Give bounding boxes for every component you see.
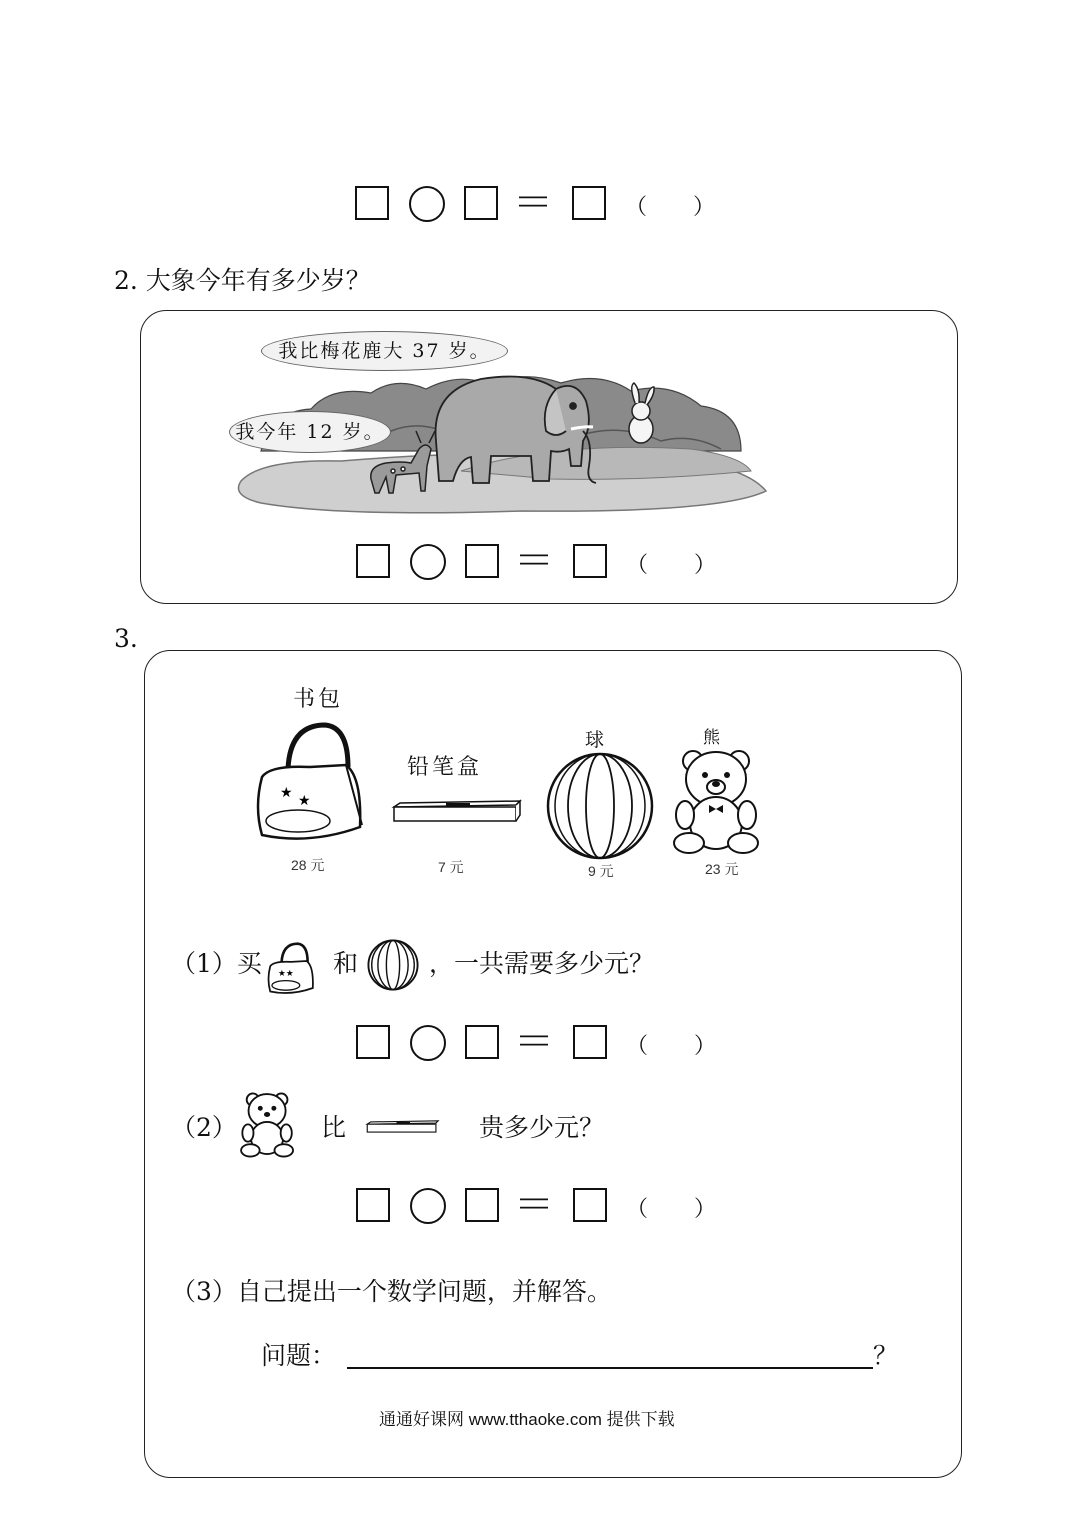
item-label-schoolbag: 书包 — [293, 687, 344, 712]
svg-text:★★: ★★ — [278, 968, 294, 979]
equation-row-q3-1 — [356, 1019, 736, 1069]
answer-box[interactable] — [573, 1188, 607, 1222]
answer-box[interactable] — [465, 1025, 499, 1059]
subquestion-1-prefix: （1）买 — [171, 949, 262, 978]
unit-paren-open: （ — [626, 553, 649, 578]
operator-circle[interactable] — [410, 1188, 446, 1224]
unit-paren-open: （ — [626, 1197, 649, 1222]
equation-row-q3-2 — [356, 1182, 736, 1232]
answer-box[interactable] — [356, 1025, 390, 1059]
answer-box[interactable] — [573, 1025, 607, 1059]
operator-circle[interactable] — [409, 186, 445, 222]
unit-paren-close: ） — [694, 553, 717, 578]
elephant-speech-bubble — [261, 331, 508, 371]
teddy-bear-icon — [665, 747, 770, 857]
schoolbag-small-icon — [265, 937, 315, 999]
unit-paren-open: （ — [626, 1034, 649, 1059]
question-mark: ？ — [873, 1341, 899, 1370]
operator-circle[interactable] — [410, 1025, 446, 1061]
pencil-box-icon — [390, 797, 525, 827]
answer-box[interactable] — [356, 1188, 390, 1222]
footer-credit: 通通好课网 www.tthaoke.com 提供下载 — [379, 1410, 675, 1429]
question-2-box — [140, 310, 958, 604]
answer-box[interactable] — [572, 186, 606, 220]
equals-sign: ＝ — [514, 1182, 554, 1228]
subquestion-1-suffix: ，一共需要多少元？ — [429, 949, 655, 978]
question-3-number: 3. — [114, 624, 138, 653]
question-answer-line[interactable] — [347, 1367, 873, 1369]
answer-box[interactable] — [573, 544, 607, 578]
item-price-pencil-box: 7 元 — [438, 859, 464, 875]
answer-box[interactable] — [356, 544, 390, 578]
question-3-box — [144, 650, 962, 1478]
schoolbag-icon — [250, 717, 365, 845]
teddy-bear-small-icon — [235, 1091, 301, 1159]
deer-speech-text: 我今年 12 岁。 — [235, 421, 385, 443]
equals-sign: ＝ — [514, 1019, 554, 1065]
equation-row-top — [355, 180, 735, 230]
elephant-speech-text: 我比梅花鹿大 37 岁。 — [278, 340, 491, 362]
answer-box[interactable] — [355, 186, 389, 220]
subquestion-2-prefix: （2） — [171, 1113, 237, 1142]
svg-text:★: ★ — [298, 793, 311, 809]
item-label-ball: 球 — [585, 729, 608, 751]
question-prompt-label: 问题： — [261, 1341, 337, 1370]
item-price-bear: 23 元 — [705, 861, 739, 877]
equals-sign: ＝ — [514, 538, 554, 584]
unit-paren-close: ） — [693, 195, 716, 220]
unit-paren-close: ） — [694, 1034, 717, 1059]
ball-small-icon — [367, 939, 419, 991]
equals-sign: ＝ — [513, 180, 553, 226]
operator-circle[interactable] — [410, 544, 446, 580]
subquestion-2-suffix: 贵多少元？ — [479, 1113, 605, 1142]
equation-row-q2 — [356, 538, 736, 588]
item-price-schoolbag: 28 元 — [291, 857, 325, 873]
answer-box[interactable] — [465, 544, 499, 578]
deer-speech-bubble — [229, 411, 391, 453]
subquestion-3-text: （3）自己提出一个数学问题，并解答。 — [171, 1277, 612, 1306]
svg-text:★: ★ — [280, 785, 293, 801]
answer-box[interactable] — [465, 1188, 499, 1222]
item-label-pencil-box: 铅笔盒 — [407, 755, 483, 780]
item-label-bear: 熊 — [703, 728, 723, 748]
subquestion-2-middle: 比 — [321, 1113, 347, 1142]
item-price-ball: 9 元 — [588, 863, 614, 879]
ball-icon — [545, 751, 655, 861]
question-2-title: 2. 大象今年有多少岁？ — [114, 266, 371, 295]
unit-paren-close: ） — [694, 1197, 717, 1222]
pencil-box-small-icon — [365, 1117, 441, 1137]
answer-box[interactable] — [464, 186, 498, 220]
subquestion-1-middle: 和 — [333, 949, 359, 978]
unit-paren-open: （ — [625, 195, 648, 220]
